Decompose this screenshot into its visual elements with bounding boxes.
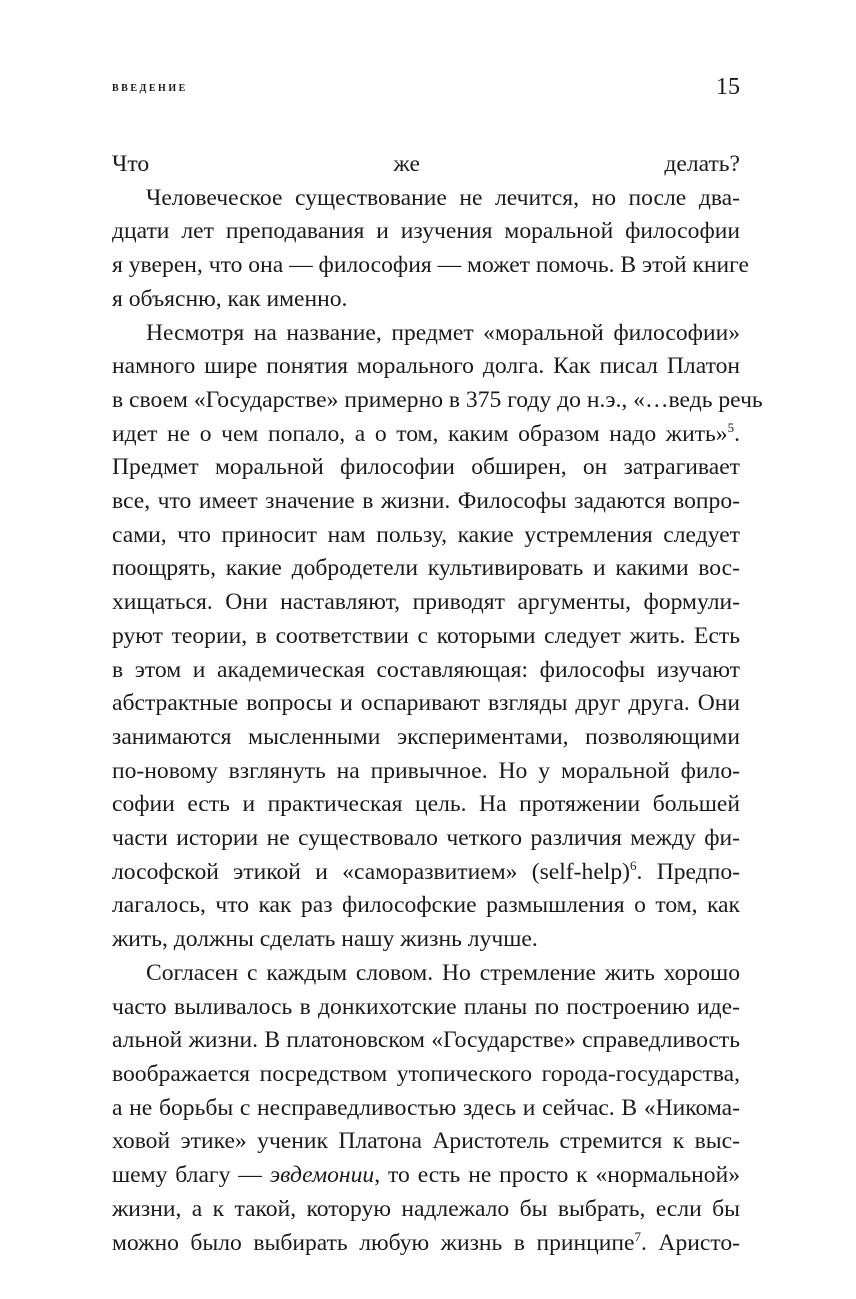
text-line: идет не о чем попало, а о том, каким образом надо жить»$^5$. bbox=[112, 419, 740, 447]
footnote-ref-6: 6 bbox=[630, 857, 637, 873]
body-text bbox=[112, 148, 763, 1260]
text-line: альной жизни. В платоновском «Государстве» справедливость bbox=[112, 1027, 740, 1054]
text-line: поощрять, какие добродетели культивировать и какими вос- bbox=[112, 555, 740, 582]
text-line: руют теории, в соответствии с которыми следует жить. Есть bbox=[112, 622, 740, 649]
text-line: по-новому взглянуть на привычное. Но у моральной фило- bbox=[112, 757, 740, 784]
paragraph-first-line: Несмотря на название, предмет «моральной философии» bbox=[146, 319, 740, 346]
paragraph-first-line: Согласен с каждым словом. Но стремление жить хорошо bbox=[146, 959, 740, 986]
text-line: Предмет моральной философии обширен, он затрагивает bbox=[112, 454, 740, 481]
text-line: софии есть и практическая цель. На протяжении большей bbox=[112, 791, 740, 818]
paragraph-last-line: я объясню, как именно. bbox=[112, 285, 348, 312]
paragraph-first-line: Человеческое существование не лечится, но после два- bbox=[146, 184, 740, 211]
text-line: воображается посредством утопического города-государства, bbox=[112, 1060, 740, 1087]
text-line: я уверен, что она — философия — может помочь. В этой книге bbox=[112, 252, 750, 279]
text-line: дцати лет преподавания и изучения моральной философии bbox=[112, 218, 740, 245]
footnote-ref-5: 5 bbox=[727, 419, 735, 435]
text-line: все, что имеет значение в жизни. Философы задаются вопро- bbox=[112, 488, 740, 515]
text-line: абстрактные вопросы и оспаривают взгляды друг друга. Они bbox=[112, 690, 740, 717]
text-line: лософской этикой и «саморазвитием» (self-help)$^6$. Предпо- bbox=[112, 857, 741, 885]
text-line: лагалось, что как раз философские размышления о том, как bbox=[112, 892, 740, 919]
text-line: можно было выбирать любую жизнь в принципе$^7$. Аристо- bbox=[112, 1228, 741, 1256]
text-line: занимаются мысленными экспериментами, позволяющими bbox=[112, 723, 740, 750]
text-line: жизни, а к такой, которую надлежало бы выбрать, если бы bbox=[112, 1195, 740, 1222]
page-number: 15 bbox=[716, 74, 740, 100]
text-line: части истории не существовало четкого различия между фи- bbox=[112, 825, 740, 852]
running-head: введение bbox=[112, 80, 188, 95]
text-line: сами, что приносит нам пользу, какие устремления следует bbox=[112, 521, 740, 548]
text-line: ховой этике» ученик Платона Аристотель стремится к выс- bbox=[112, 1128, 740, 1155]
paragraph-last-line: жить, должны сделать нашу жизнь лучше. bbox=[112, 926, 538, 953]
text-line: в своем «Государстве» примерно в 375 году до н.э., «…ведь речь bbox=[112, 386, 763, 413]
text-line: хищаться. Они наставляют, приводят аргументы, формули- bbox=[112, 589, 740, 616]
text-line: часто выливалось в донкихотские планы по построению иде- bbox=[112, 993, 740, 1020]
text-line: Что же делать? bbox=[112, 151, 740, 177]
text-line: а не борьбы с несправедливостью здесь и сейчас. В «Никома- bbox=[112, 1094, 740, 1121]
footnote-ref-7: 7 bbox=[634, 1228, 641, 1244]
text-line: шему благу — эвдемонии, то есть не просто к «нормальной» bbox=[112, 1162, 740, 1189]
text-line: в этом и академическая составляющая: философы изучают bbox=[112, 656, 740, 683]
italic-term: эвдемонии bbox=[269, 1162, 375, 1189]
text-line: намного шире понятия морального долга. Как писал Платон bbox=[112, 353, 740, 380]
